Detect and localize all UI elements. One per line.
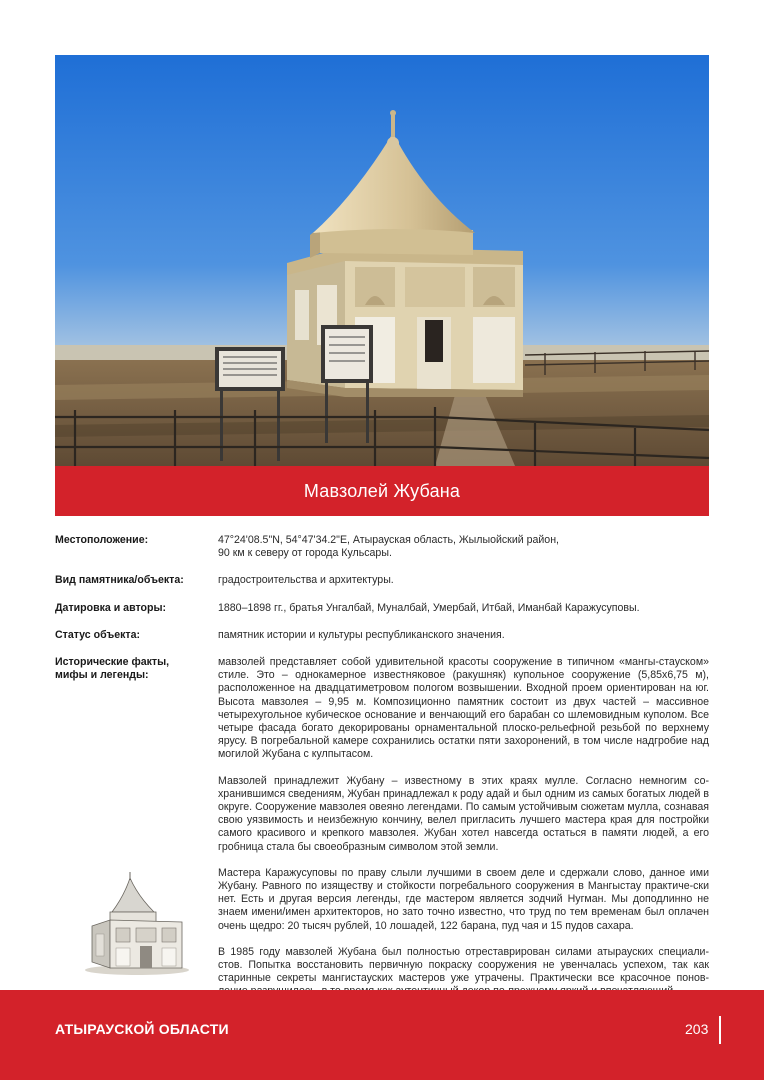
mausoleum-photo — [55, 55, 709, 466]
mausoleum-sketch-drawing — [82, 870, 192, 976]
location-label: Местоположение: — [55, 534, 149, 546]
monument-title: Мавзолей Жубана — [303, 480, 461, 501]
footer-divider — [719, 1016, 721, 1044]
history-paragraph: Мастера Каражусуповы по праву слыли лучшими в своем деле и сдержали слово, данное ими Жубану. Равного по изяществу и стойкости погребального сооружения в Мангыстау практиче-ски нет. Есть и другая версия легенды, где мастером является зодчий Нугман. Мы доподлинно не знаем имени/имен архитекторов, но зато точно известно, что труд по тем временам был оплачен очень щедро: 20 тысяч рублей, 10 лошадей, 122 барана, пуд чая и 15 пудов сахара. — [218, 866, 709, 932]
title-bar — [55, 466, 709, 516]
history-text — [218, 656, 709, 1012]
location-value — [218, 534, 709, 560]
type-label: Вид памятника/объекта: — [55, 574, 184, 587]
type-value: градостроительства и архитектуры. — [218, 574, 394, 587]
mausoleum-sketch — [82, 870, 192, 976]
mausoleum-photo-drawing — [55, 55, 709, 466]
history-paragraph: В 1985 году мавзолей Жубана был полностью отреставрирован силами атырауских специали-стов. Попытка восстановить первичную покраску сооружения не увенчалась успехом, так как старинные секреты мангистауских мастеров уже утрачены. Практически все красочное понов- — [218, 945, 709, 985]
location-line-1: 47°24'08.5"N, 54°47'34.2"E, Атырауская область, Жылыойский район, — [218, 534, 559, 546]
location-line-2: 90 км к северу от города Кульсары. — [218, 547, 392, 560]
page-number: 203 — [685, 1021, 709, 1037]
status-value: памятник истории и культуры республиканского значения. — [218, 628, 505, 641]
dating-row — [55, 602, 709, 615]
dating-value: 1880–1898 гг., братья Унгалбай, Муналбай, Умербай, Итбай, Иманбай Каражусуповы. — [218, 601, 640, 614]
dating-label: Датировка и авторы: — [55, 601, 167, 614]
type-row — [55, 574, 709, 587]
status-label: Статус объекта: — [55, 628, 141, 641]
history-paragraph: мавзолей представляет собой удивительной красоты сооружение в типичном «мангы-стауском» стиле. Это – однокамерное известняковое (ракушняк) купольное сооружение (5,85х6,75 м), расположенное на двадцатиметровом пологом возвышении. Входной проем ориентирован на юг. Высота мавзолея – 9,95 м. Композиционно памятник состоит из двух частей – массивное четырехугольное кубическое основание и венчающий его барабан со шлемовидным куполом. Все четыре фасада богато декорированы орнаментальной плоско-рельефной резьбой по верхнему ярусу. В погребальной камере сохранились остатки пяти захоронений, в том числе надгробие над могилой Жубана с кулпытасом. — [218, 656, 709, 761]
history-paragraph: Мавзолей принадлежит Жубану – известному в этих краях мулле. Согласно немногим со-хранившимся сведениям, Жубан принадлежал к роду адай и был одним из самых богатых людей в округе. Сооружение мавзолея овеяно легендами. По самым устойчивым сюжетам мулла, сознавая свою уязвимость и неизбежную кончину, велел пригласить лучшего мастера края для постройки самого красивого и крепкого мавзолея. Жубан хотел навсегда остаться в памяти людей, а его гробница стала бы своеобразным символом этой земли. — [218, 774, 709, 853]
history-label-line-2: мифы и легенды: — [55, 669, 149, 682]
location-row — [55, 534, 709, 560]
footer-region: АТЫРАУСКОЙ ОБЛАСТИ — [55, 1021, 229, 1037]
footer — [0, 990, 764, 1080]
history-label-line-1: Исторические факты, — [55, 656, 170, 669]
status-row — [55, 629, 709, 642]
